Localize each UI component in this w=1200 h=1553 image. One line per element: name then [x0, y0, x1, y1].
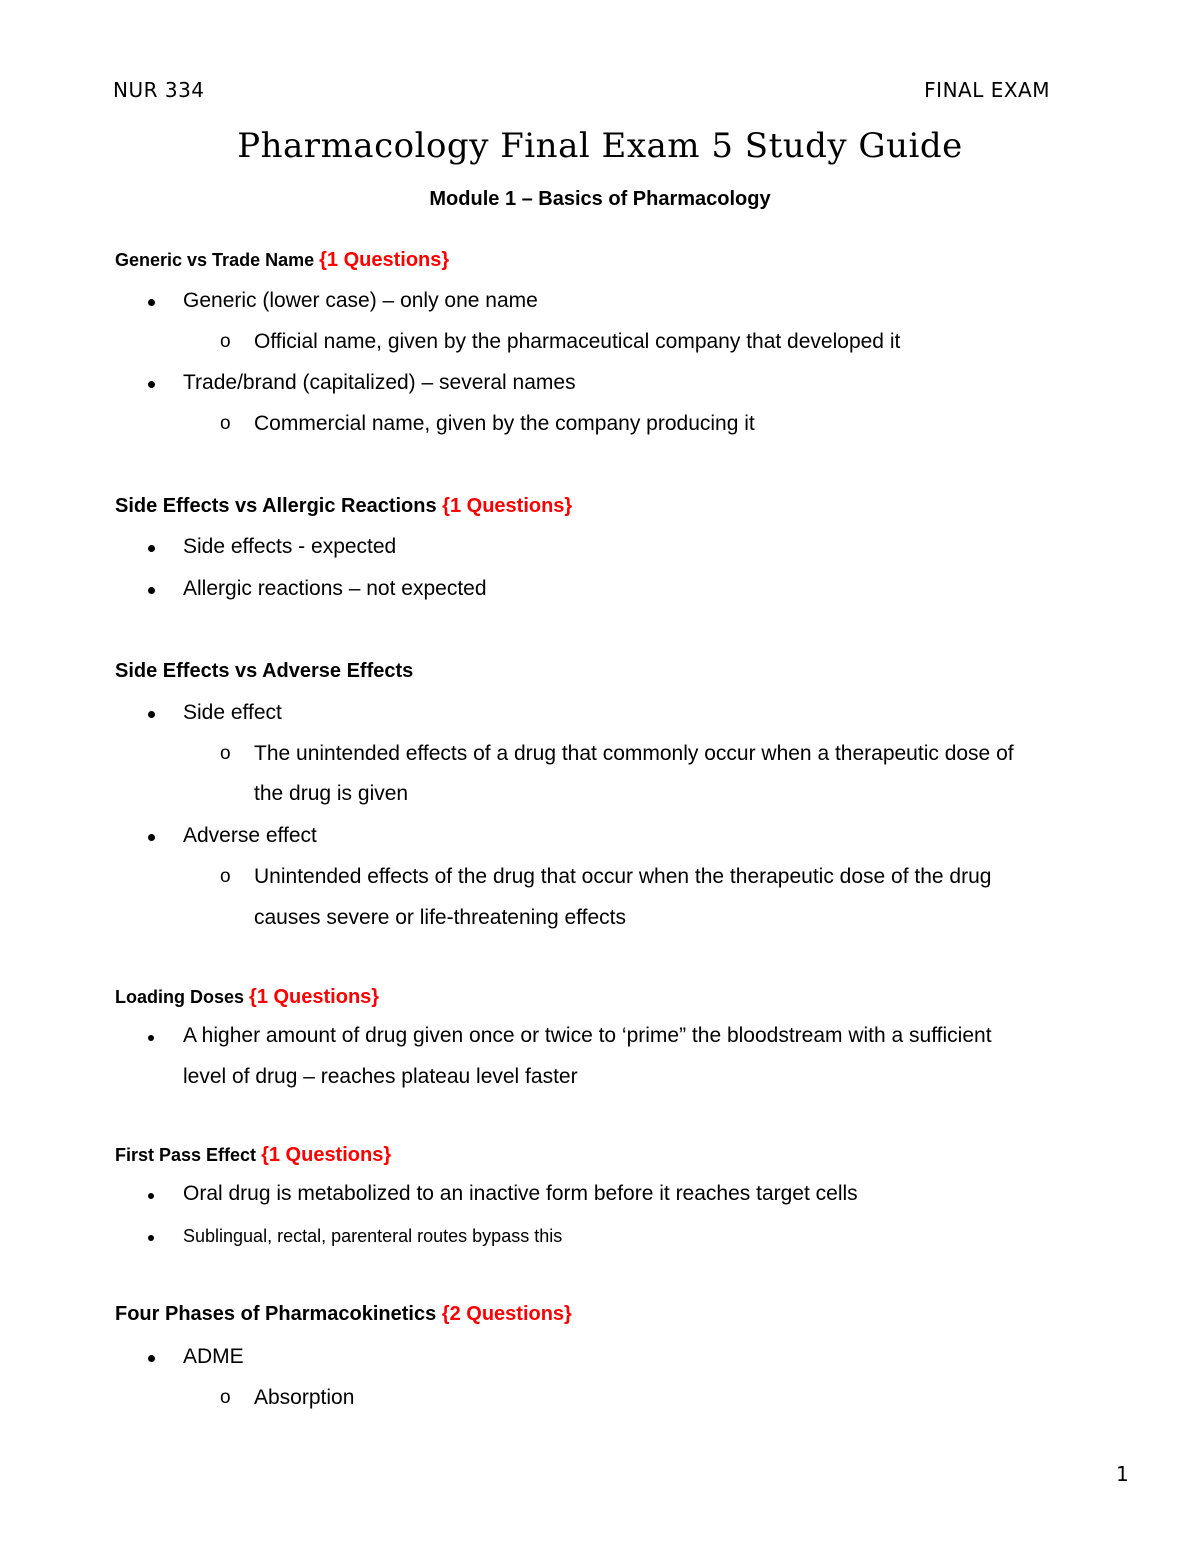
question-count-tag: {2 Questions}	[441, 1303, 572, 1325]
bullet-dot	[148, 834, 155, 841]
bullet-dot	[148, 1193, 154, 1199]
sub-bullet-circle: o	[220, 1387, 231, 1408]
section-heading	[115, 986, 379, 1009]
list-item: Generic (lower case) – only one name	[183, 289, 538, 312]
bullet-dot	[148, 1035, 154, 1041]
list-item: Allergic reactions – not expected	[183, 577, 487, 600]
list-item: Adverse effect	[183, 824, 317, 847]
sub-list-item: Unintended effects of the drug that occur when the therapeutic dose of the drug	[254, 865, 992, 888]
bullet-dot	[148, 711, 155, 718]
sub-bullet-circle: o	[220, 413, 231, 434]
bullet-dot	[148, 587, 155, 594]
bullet-dot	[148, 381, 155, 388]
section-title: Generic vs Trade Name	[115, 250, 315, 270]
section-heading	[115, 495, 572, 518]
bullet-dot	[148, 1235, 154, 1241]
list-item: Side effect	[183, 701, 282, 724]
module-heading: Module 1 – Basics of Pharmacology	[429, 188, 771, 210]
sub-list-item: Absorption	[254, 1386, 355, 1409]
bullet-dot	[148, 299, 155, 306]
list-item: ADME	[183, 1345, 244, 1368]
page-number: 1	[1116, 1462, 1129, 1486]
section-title: First Pass Effect	[115, 1145, 257, 1165]
list-item: Trade/brand (capitalized) – several names	[183, 371, 576, 394]
list-item: Sublingual, rectal, parenteral routes bypass this	[183, 1226, 563, 1246]
list-item-continued: level of drug – reaches plateau level faster	[183, 1065, 578, 1088]
sub-list-item: Commercial name, given by the company producing it	[254, 412, 755, 435]
list-item: A higher amount of drug given once or twice to ‘prime” the bloodstream with a sufficient	[183, 1024, 992, 1047]
bullet-dot	[148, 545, 155, 552]
section-heading	[115, 1303, 572, 1326]
list-item: Side effects - expected	[183, 535, 397, 558]
sub-bullet-circle: o	[220, 866, 231, 887]
sub-list-item-continued: the drug is given	[254, 782, 409, 805]
section-heading	[115, 660, 413, 683]
list-item: Oral drug is metabolized to an inactive form before it reaches target cells	[183, 1182, 858, 1205]
bullet-dot	[148, 1355, 155, 1362]
section-title: Side Effects vs Adverse Effects	[115, 660, 414, 682]
section-title: Loading Doses	[115, 987, 245, 1007]
question-count-tag: {1 Questions}	[442, 495, 573, 517]
page-title: Pharmacology Final Exam 5 Study Guide	[237, 126, 963, 166]
section-title: Four Phases of Pharmacokinetics	[115, 1303, 437, 1325]
question-count-tag: {1 Questions}	[319, 249, 450, 271]
question-count-tag: {1 Questions}	[261, 1144, 392, 1166]
sub-list-item-continued: causes severe or life-threatening effects	[254, 906, 626, 929]
question-count-tag: {1 Questions}	[249, 986, 380, 1008]
sub-list-item: The unintended effects of a drug that commonly occur when a therapeutic dose of	[254, 742, 1014, 765]
header-course-code: NUR 334	[113, 78, 205, 102]
section-heading	[115, 1144, 391, 1167]
section-title: Side Effects vs Allergic Reactions	[115, 495, 437, 517]
sub-bullet-circle: o	[220, 743, 231, 764]
section-heading	[115, 249, 449, 272]
sub-list-item: Official name, given by the pharmaceutical company that developed it	[254, 330, 901, 353]
sub-bullet-circle: o	[220, 331, 231, 352]
header-exam-label: FINAL EXAM	[924, 78, 1050, 102]
